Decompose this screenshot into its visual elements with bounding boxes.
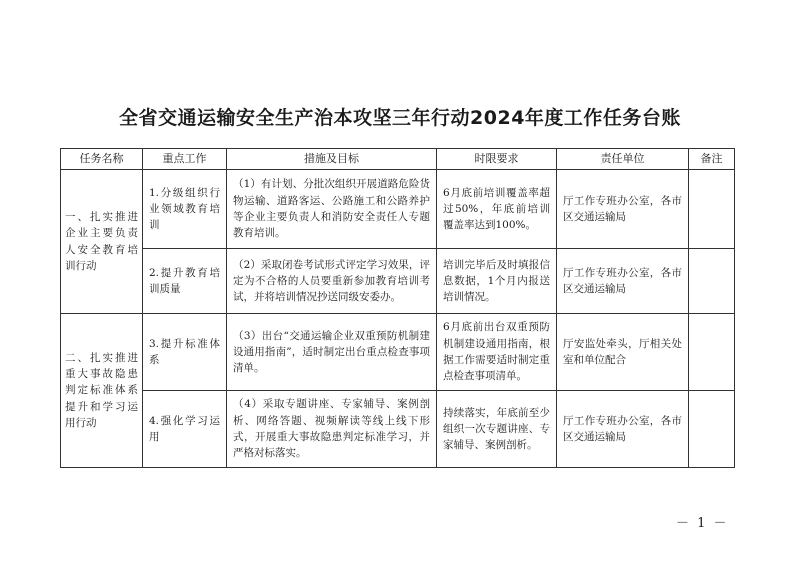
focus-work-cell: 4.强化学习运用 [143, 391, 227, 468]
remarks-cell [689, 249, 735, 314]
header-task-name: 任务名称 [61, 149, 143, 170]
header-focus-work: 重点工作 [143, 149, 227, 170]
focus-work-cell: 1.分级组织行业领域教育培训 [143, 170, 227, 249]
measures-cell: （1）有计划、分批次组织开展道路危险货物运输、道路客运、公路施工和公路养护等企业主要负责人和消防安全责任人专题教育培训。 [227, 170, 437, 249]
table-row [61, 391, 735, 468]
focus-work-cell: 2.提升教育培训质量 [143, 249, 227, 314]
table-header-row [61, 149, 735, 170]
measures-cell: （4）采取专题讲座、专家辅导、案例剖析、网络答题、视频解读等线上线下形式，开展重大事故隐患判定标准学习，并严格对标落实。 [227, 391, 437, 468]
remarks-cell [689, 391, 735, 468]
table-row [61, 170, 735, 249]
table-row [61, 314, 735, 391]
measures-cell: （2）采取闭卷考试形式评定学习效果，评定为不合格的人员要重新参加教育培训考试，并将培训情况抄送同级安委办。 [227, 249, 437, 314]
remarks-cell [689, 314, 735, 391]
task-name-cell: 一、扎实推进企业主要负责人安全教育培训行动 [61, 170, 143, 314]
page-number: － 1 － [676, 516, 729, 531]
responsible-unit-cell: 厅安监处牵头，厅相关处室和单位配合 [557, 314, 689, 391]
task-name-cell: 二、扎实推进重大事故隐患判定标准体系提升和学习运用行动 [61, 314, 143, 468]
responsible-unit-cell: 厅工作专班办公室，各市区交通运输局 [557, 170, 689, 249]
page-title: 全省交通运输安全生产治本攻坚三年行动2024年度工作任务台账 [119, 107, 681, 129]
header-responsible-unit: 责任单位 [557, 149, 689, 170]
responsible-unit-cell: 厅工作专班办公室，各市区交通运输局 [557, 249, 689, 314]
remarks-cell [689, 170, 735, 249]
deadline-cell: 培训完毕后及时填报信息数据，1个月内报送培训情况。 [437, 249, 557, 314]
deadline-cell: 6月底前出台双重预防机制建设通用指南，根据工作需要适时制定重点检查事项清单。 [437, 314, 557, 391]
table-row [61, 249, 735, 314]
responsible-unit-cell: 厅工作专班办公室，各市区交通运输局 [557, 391, 689, 468]
header-deadline: 时限要求 [437, 149, 557, 170]
task-ledger-table [60, 148, 735, 468]
header-measures-goals: 措施及目标 [227, 149, 437, 170]
deadline-cell: 持续落实，年底前至少组织一次专题讲座、专家辅导、案例剖析。 [437, 391, 557, 468]
measures-cell: （3）出台“交通运输企业双重预防机制建设通用指南”，适时制定出台重点检查事项清单。 [227, 314, 437, 391]
focus-work-cell: 3.提升标准体系 [143, 314, 227, 391]
deadline-cell: 6月底前培训覆盖率超过50%，年底前培训覆盖率达到100%。 [437, 170, 557, 249]
header-remarks: 备注 [689, 149, 735, 170]
